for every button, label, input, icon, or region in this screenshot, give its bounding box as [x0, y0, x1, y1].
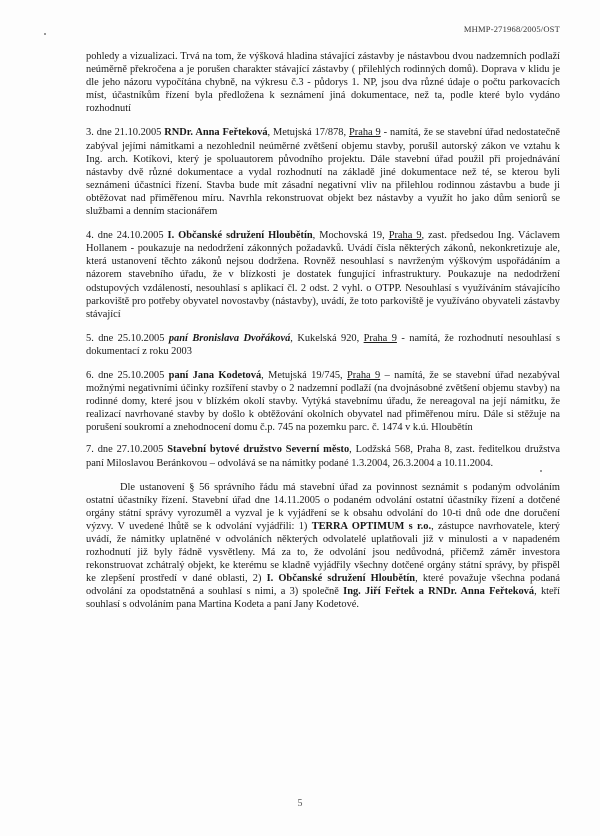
- paragraph-appeal-5: 5. dne 25.10.2005 paní Bronislava Dvořáková, Kukelská 920, Praha 9 - namítá, že rozhodnutí nesouhlasí s dokumentací z roku 2003: [86, 332, 560, 357]
- paragraph-appeal-4: 4. dne 24.10.2005 I. Občanské sdružení Hloubětín, Mochovská 19, Praha 9, zast. předsedou Ing. Václavem Hollanem - poukazuje na nedodržení zákonných požadavků. Uvádí čísla některých zákonů, nekonkretizuje ale, která ustanovení těchto zákonů nejsou dodržena. Rovněž nesouhlasí s navrženým výškovým uspořádáním a názorem stavebního úřadu, že v blízkosti je dostatek fungující infrastruktury. Poukazuje na nedodržení odstupových vzdáleností, nesouhlasí s aplikací čl. 2 odst. 2 vyhl. o OTPP. Nesouhlasí s využíváním stávajícího parkoviště pro potřeby obyvatel novostavby (nástavby), uvádí, že toto parkoviště je využíváno obyvateli zástavby stávající: [86, 230, 560, 320]
- paragraph-appeal-7: 7. dne 27.10.2005 Stavební bytové družstvo Severní město, Lodžská 568, Praha 8, zast. ředitelkou družstva paní Miloslavou Beránkovou – odvolává se na námitky podané 1.3.2004, 26.3.2004 a 10.11.2004.: [86, 444, 560, 469]
- respondent-name: TERRA OPTIMUM s r.o.: [311, 520, 432, 532]
- document-reference-number: MHMP-271968/2005/OST: [463, 24, 560, 34]
- appellant-name: paní Bronislava Dvořáková: [168, 332, 291, 344]
- respondent-name: Ing. Jiří Feřtek a RNDr. Anna Feřteková: [343, 586, 535, 598]
- appellant-city: Praha 9: [388, 230, 422, 242]
- document-body: [86, 50, 560, 623]
- appellant-name: RNDr. Anna Feřteková: [164, 127, 268, 139]
- paragraph-appeal-3: 3. dne 21.10.2005 RNDr. Anna Feřteková, Metujská 17/878, Praha 9 - namítá, že se stavební úřad nedostatečně zabýval jejími námitkami a nezohlednil neúměrné zvětšení objemu stavby, porušil autorský zákon ve vztahu k Ing. arch. Kotíkovi, který je spoluautorem původního projektu. Dále stavební úřad použil při projednávání nástavby dvě různé dokumentace a vydal rozhodnutí na základě jiné dokumentace než té, se kterou byli seznámeni účastníci řízení. Stavba bude mít zásadní negativní vliv na přilehlou rodinnou zástavbu a bude ji obtěžovat nad přiměřenou míru. Navrhla rekonstruovat objekt bez nástavby a využít ho jako dům seniorů se službami a denním stacionářem: [86, 127, 560, 218]
- appellant-city: Praha 9: [347, 369, 381, 381]
- paragraph-responses: Dle ustanovení § 56 správního řádu má stavební úřad za povinnost seznámit s podaným odvoláním ostatní účastníky řízení. Stavební úřad dne 14.11.2005 o podaném odvolání ostatní účastníky řízení a dotčené orgány státní správy vyrozuměl a vyzval je k vyjádření se k obsahu odvolání do 10-ti dnů ode dne doručení výzvy. V uvedené lhůtě se k odvolání vyjádřili: 1) TERRA OPTIMUM s r.o., zástupce navrhovatele, který uvádí, že námitky uplatněné v odvoláních některých odvolatelé uplatňovali již v minulosti a v napadeném rozhodnutí již byly řádně vysvětleny. Má za to, že odvolání jsou nedůvodná, přičemž záměr investora rekonstruovat zchátralý objekt, ke kterému se kladně vyjádřily všechny dotčené orgány státní správy, by přispěl ke zlepšení prostředí v dané oblasti, 2) I. Občanské sdružení Hloubětín, které považuje všechna podaná odvolání za opodstatněná a souhlasí s nimi, a 3) společně Ing. Jiří Feřtek a RNDr. Anna Feřteková, kteří souhlasí s odvoláním pana Martina Kodeta a paní Jany Kodetové.: [86, 481, 560, 611]
- respondent-name: I. Občanské sdružení Hloubětín: [266, 573, 416, 585]
- appellant-city: Praha 9: [363, 332, 397, 344]
- paragraph-continuation: pohledy a vizualizaci. Trvá na tom, že výšková hladina stávající zástavby je nástavbou dvou nadzemních podlaží neúměrně překročena a je porušen charakter stávající zástavby ( přilehlých rodinných domů). Doprava v klidu je dle jeho názoru vypočítána chybně, na výkresu č.3 - půdorys 1. NP, jsou dva různé údaje o počtu parkovacích míst, účastníkům řízení byla předložena k seznámení jiná dokumentace, než ta, podle které bylo vydáno rozhodnutí: [86, 51, 560, 115]
- appellant-name: Stavební bytové družstvo Severní město: [167, 444, 350, 456]
- appellant-name: paní Jana Kodetová: [168, 369, 262, 381]
- scan-speck: [44, 33, 46, 35]
- page-number: 5: [297, 798, 303, 809]
- appellant-name: I. Občanské sdružení Hloubětín: [167, 230, 313, 242]
- appellant-city: Praha 9: [348, 127, 381, 139]
- paragraph-appeal-6: 6. dne 25.10.2005 paní Jana Kodetová, Metujská 19/745, Praha 9 – namítá, že se stavební úřad nezabýval možnými negativními účinky rozšíření stavby o 2 nadzemní podlaží (na dvojnásobné zvětšení objemu stavby) na rodinné domy, které jsou v blízkém okolí stavby. Vytýká stavebnímu úřadu, že nereagoval na její námitku, že realizací navrhované stavby by došlo k obtěžování okolních obyvatel nad přiměřenou míru. Dále si stěžuje na porušení soukromí a znehodnocení domu č.p. 745 na pozemku parc. č. 1474 v k.ú. Hloubětín: [86, 369, 560, 434]
